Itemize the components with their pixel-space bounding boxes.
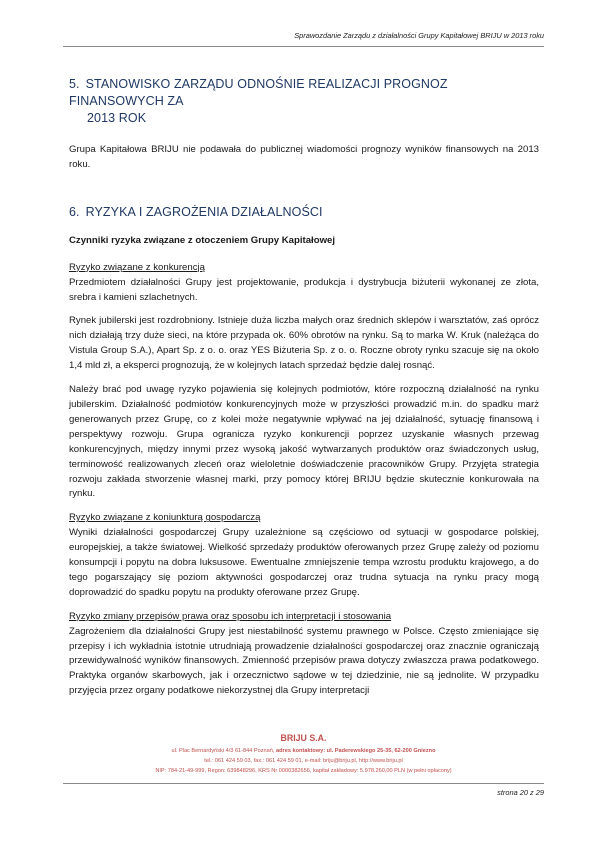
page-number: strona 20 z 29	[497, 788, 544, 797]
risk-1-paragraph-3: Należy brać pod uwagę ryzyko pojawienia się kolejnych podmiotów, które rozpoczną działalność na rynku jubilerskim. Działalność podmiotów konkurencyjnych może w przyszłości prowadzić m.in. do spadku marż generowanych przez Grupę, co z kolei może negatywnie wpływać na jej działalność, sytuację finansową i perspektywy rozwoju. Grupa ogranicza ryzyko konkurencji poprzez uzyskanie własnych przewag konkurencyjnych, między innymi przez wysoką jakość wytwarzanych produktów oraz świadczonych usług, terminowość realizowanych zleceń oraz wieloletnie doświadczenie pracowników Grupy. Przyjęta strategia rozwoju zakłada stworzenie własnej marki, przy pomocy której BRIJU będzie skutecznie konkurowała na rynku.	[69, 384, 539, 500]
risk-1-paragraph-2: Rynek jubilerski jest rozdrobniony. Istnieje duża liczba małych oraz średnich sklepów i warsztatów, zaś oprócz nich działają trzy duże sieci, na które przypada ok. 60% obrotów na rynku. Są to marka W. Kruk (należąca do Vistula Group S.A.), Apart Sp. z o. o. oraz YES Biżuteria Sp. z o. o. Roczne obroty rynku szacuje się na około 1,4 mld zł, a eksperci prognozują, że w kolejnych latach sprzedaż będzie dalej rosnąć.	[69, 315, 539, 372]
section-5-title-line1: STANOWISKO ZARZĄDU ODNOŚNIE REALIZACJI PROGNOZ FINANSOWYCH ZA	[69, 77, 448, 108]
section-5-paragraph: Grupa Kapitałowa BRIJU nie podawała do publicznej wiadomości prognozy wyników finansowych na 2013 roku.	[69, 144, 539, 170]
risk-3-paragraph-1: Zagrożeniem dla działalności Grupy jest niestabilność systemu prawnego w Polsce. Często zmieniające się przepisy i ich wykładnia istotnie utrudniają prowadzenie działalności gospodarczej oraz znacznie ograniczają przewidywalność wyników finansowych. Zmienność przepisów prawa dotyczy zwłaszcza prawa podatkowego. Praktyka organów skarbowych, jak i orzecznictwo sądowe w tej dziedzinie, nie są jednolite. W przypadku przyjęcia przez organy podatkowe niekorzystnej dla Grupy interpretacji	[69, 625, 539, 697]
section-6-title: RYZYKA I ZAGROŻENIA DZIAŁALNOŚCI	[85, 204, 323, 219]
footer-contact: tel.: 061 424 59 03, fax.: 061 424 59 01, e-mail: briju@briju.pl, http://www.briju.pl	[204, 758, 403, 764]
section-6-heading	[69, 204, 539, 221]
risk-1-title: Ryzyko związane z konkurencją	[69, 261, 205, 273]
page-header	[63, 31, 544, 47]
footer-divider	[63, 783, 544, 784]
header-title: Sprawozdanie Zarządu z działalności Grupy Kapitałowej BRIJU w 2013 roku	[294, 31, 544, 40]
section-6-number: 6.	[69, 204, 80, 219]
footer-address	[63, 746, 544, 756]
section-5-number: 5.	[69, 77, 80, 91]
risk-1-paragraph-1: Przedmiotem działalności Grupy jest projektowanie, produkcja i dystrybucja biżuterii wykonanej ze złota, srebra i kamieni szlachetnych.	[69, 276, 539, 303]
footer-address-contact: adres kontaktowy: ul. Paderewskiego 25-35, 62-200 Gniezno	[276, 748, 436, 754]
page-content	[69, 76, 539, 699]
section-5-title-line2: 2013 ROK	[87, 111, 147, 125]
footer-company: BRIJU S.A.	[280, 733, 327, 743]
footer-registry: NIP: 784-21-49-999, Regon: 639848296, KRS Nr 0000382656, kapitał zakładowy: 5.978.260,00 PLN (w pełni opłacony)	[155, 768, 452, 774]
risk-2-title: Ryzyko związane z koniunkturą gospodarczą	[69, 512, 261, 524]
section-6-subheading: Czynniki ryzyka związane z otoczeniem Grupy Kapitałowej	[69, 234, 336, 246]
page-footer	[63, 733, 544, 776]
section-5-heading	[69, 76, 539, 127]
footer-address-registered: ul. Plac Bernardyński 4/3 61-844 Poznań,	[171, 748, 276, 754]
risk-3-title: Ryzyko zmiany przepisów prawa oraz sposobu ich interpretacji i stosowania	[69, 610, 392, 622]
risk-2-paragraph-1: Wyniki działalności gospodarczej Grupy uzależnione są częściowo od sytuacji w gospodarce polskiej, europejskiej, a także światowej. Wielkość sprzedaży produktów oferowanych przez Grupę zależy od poziomu konsumpcji i popytu na dobra luksusowe. Ewentualne zmniejszenie tempa wzrostu produktu krajowego, a do tego pogarszający się poziom aktywności gospodarczej oraz trudna sytuacja na rynku pracy mogą doprowadzić do spadku popytu na produkty oferowane przez Grupę.	[69, 527, 539, 598]
